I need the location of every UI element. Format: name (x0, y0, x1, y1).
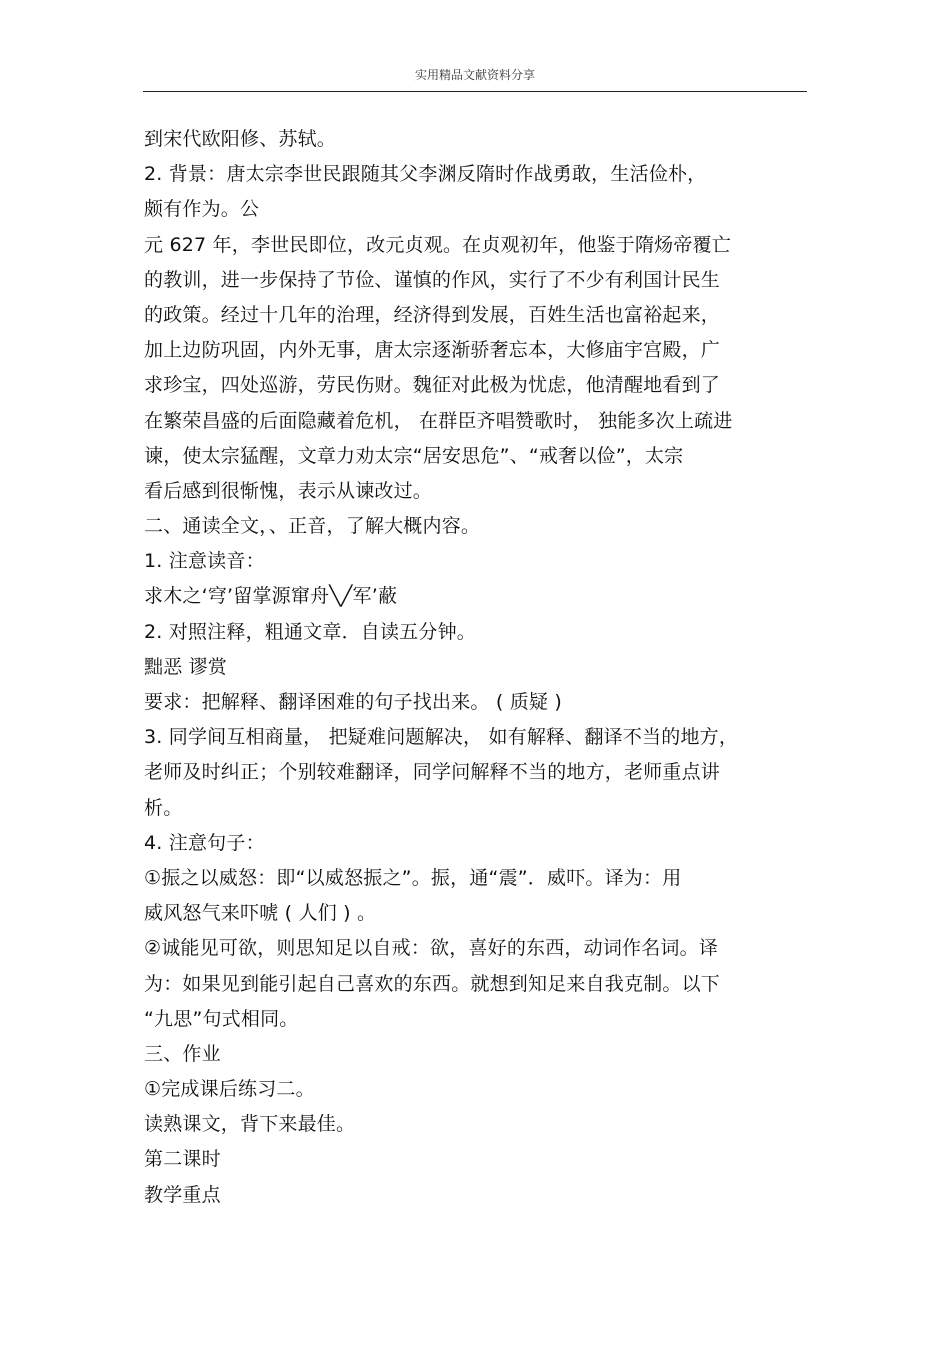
text-line: 3. 同学间互相商量， 把疑难问题解决， 如有解释、翻译不当的地方， (144, 726, 739, 749)
text-line: 求珍宝，四处巡游，劳民伤财。魏征对此极为忧虑，他清醒地看到了 (144, 374, 721, 397)
text-line: 读熟课文，背下来最佳。 (144, 1113, 356, 1136)
text-line: “九思”句式相同。 (144, 1007, 299, 1030)
text-line: 2. 对照注释，粗通文章．自读五分钟。 (144, 620, 476, 643)
text-line: 析。 (144, 796, 183, 819)
section-heading: 教学重点 (144, 1183, 221, 1206)
text-line: 老师及时纠正；个别较难翻译，同学问解释不当的地方，老师重点讲 (144, 761, 721, 784)
text-line: 求木之‘穹’留掌源窜舟╲╱军’蔽 (144, 585, 398, 608)
text-line: ①振之以威怒：即“以威怒振之”。振，通“震”．威吓。译为：用 (144, 866, 682, 889)
text-line: 的教训，进一步保持了节俭、谨慎的作风，实行了不少有利国计民生 (144, 268, 721, 291)
text-line: 到宋代欧阳修、苏轼。 (144, 128, 337, 150)
text-line: 在繁荣昌盛的后面隐藏着危机， 在群臣齐唱赞歌时， 独能多次上疏进 (144, 409, 733, 432)
text-line: ①完成课后练习二。 (144, 1078, 315, 1101)
text-line: 为：如果见到能引起自己喜欢的东西。就想到知足来自我克制。以下 (144, 972, 721, 995)
section-heading: 二、通读全文，、正音，了解大概内容。 (144, 515, 481, 538)
text-line: ②诚能见可欲，则思知足以自戒：欲，喜好的东西，动词作名词。译 (144, 937, 719, 960)
text-line: 黜恶 谬赏 (144, 655, 228, 678)
section-heading: 第二课时 (144, 1148, 221, 1171)
text-line: 4. 注意句子： (144, 831, 265, 854)
section-heading: 三、作业 (144, 1042, 221, 1065)
text-line: 看后感到很惭愧，表示从谏改过。 (144, 479, 433, 502)
text-line: 元 627 年，李世民即位，改元贞观。在贞观初年，他鉴于隋炀帝覆亡 (144, 233, 731, 256)
text-line: 2. 背景：唐太宗李世民跟随其父李渊反隋时作战勇敢，生活俭朴， (144, 163, 707, 186)
page-header: 实用精品文献资料分享 (414, 68, 535, 82)
text-line: 颇有作为。公 (144, 198, 260, 221)
text-line: 1. 注意读音： (144, 550, 265, 573)
text-line: 要求：把解释、翻译困难的句子找出来。 ( 质疑 ) (144, 691, 562, 713)
document-body (144, 122, 804, 1213)
header-divider (143, 91, 807, 92)
text-line: 的政策。经过十几年的治理，经济得到发展，百姓生活也富裕起来， (144, 303, 721, 326)
text-line: 威风怒气来吓唬 ( 人们 ) 。 (144, 902, 377, 925)
text-line: 谏，使太宗猛醒，文章力劝太宗“居安思危”、“戒奢以俭”，太宗 (144, 444, 684, 467)
text-line: 加上边防巩固，内外无事，唐太宗逐渐骄奢忘本，大修庙宇宫殿，广 (144, 339, 721, 362)
